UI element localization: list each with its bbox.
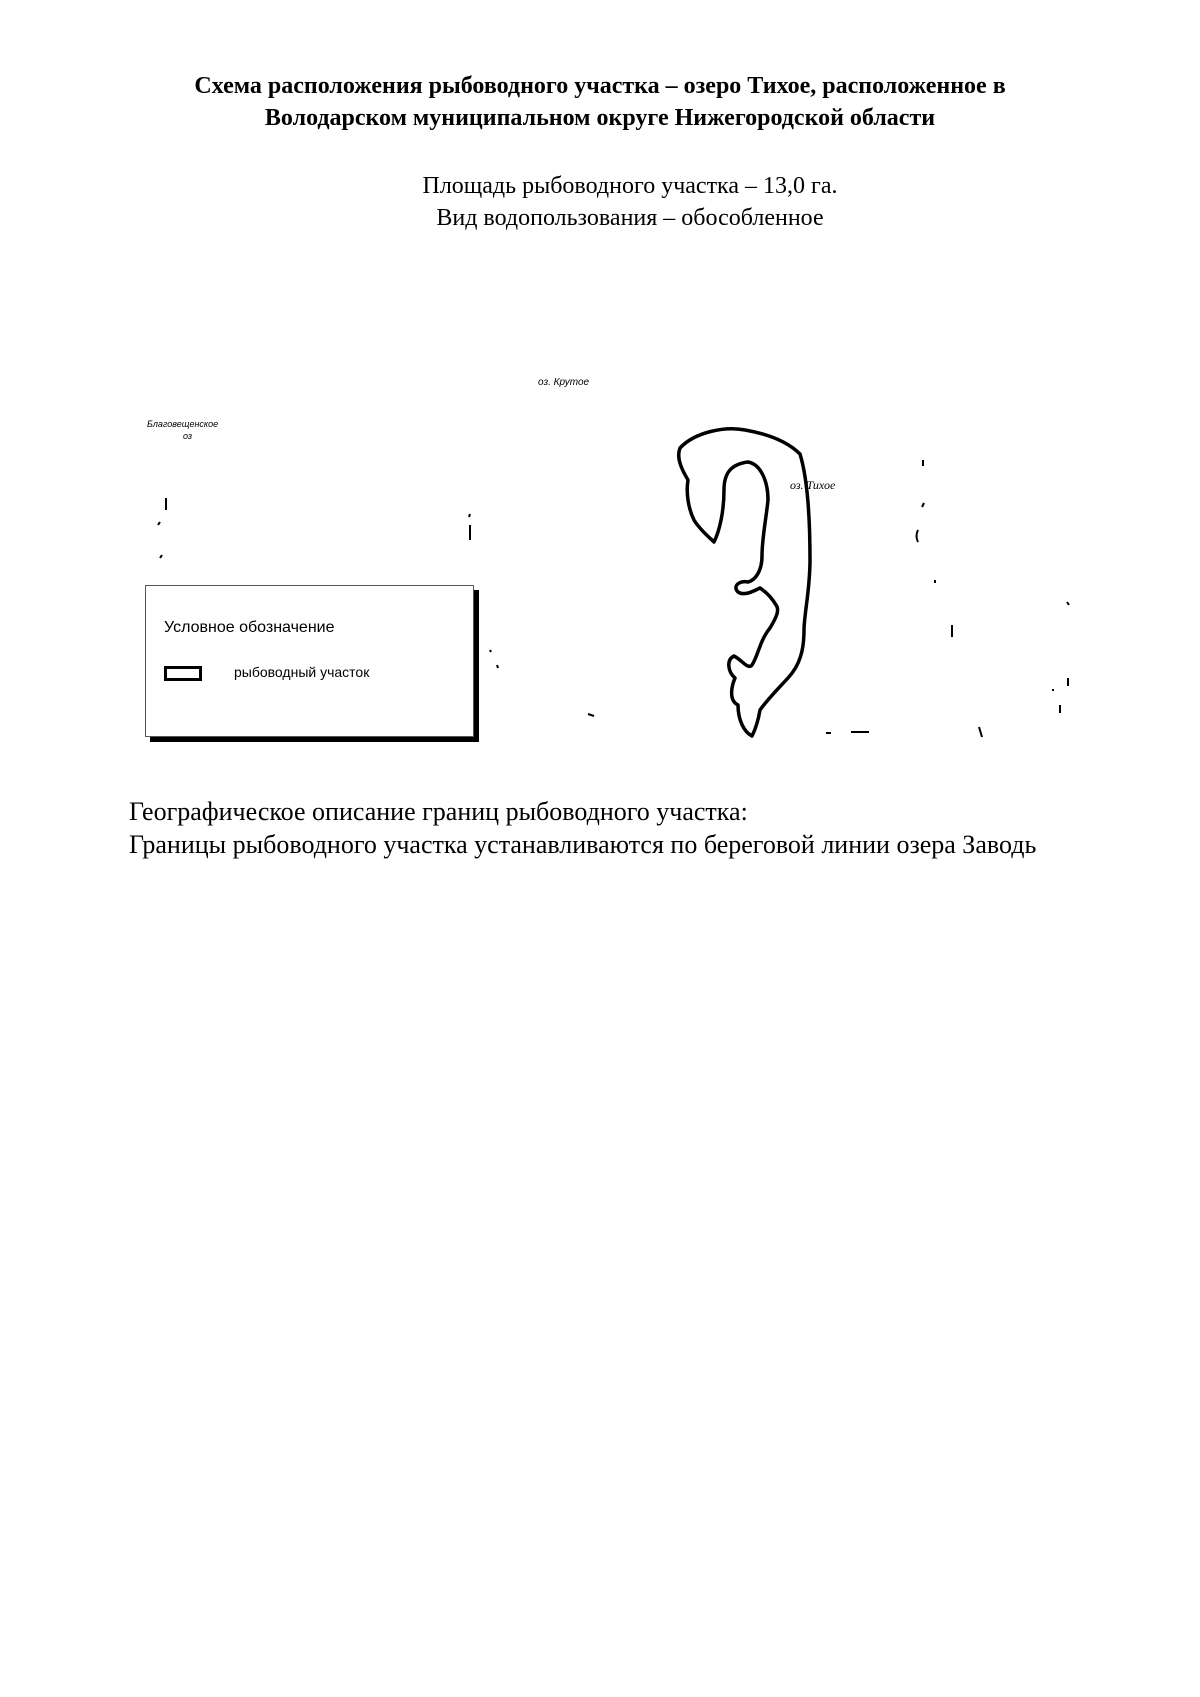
plot-info — [120, 170, 1140, 234]
scheme-map — [120, 360, 1080, 760]
document-title — [120, 70, 1080, 134]
legend-plot-swatch — [164, 666, 202, 681]
description-text: Границы рыбоводного участка устанавливаются по береговой линии озера Заводь — [129, 830, 1037, 859]
label-blagoveshchenskoe: Благовещенское — [147, 419, 219, 429]
label-lake-krutoe: оз. Крутое — [538, 377, 590, 388]
title-line-2: Володарском муниципальном округе Нижегородской области — [264, 105, 936, 131]
legend-title: Условное обозначение — [164, 619, 335, 636]
lake-tikhoe-outline — [679, 429, 810, 736]
title-line-1: Схема расположения рыбоводного участка – озеро Тихое, расположенное в — [194, 73, 1006, 99]
area-text: Площадь рыбоводного участка – 13,0 га. — [422, 173, 838, 199]
legend-plot-label: рыбоводный участок — [234, 664, 370, 680]
description-heading: Географическое описание границ рыбоводного участка: — [129, 797, 748, 826]
label-blagoveshchenskoe-oz: оз — [183, 431, 193, 441]
map-legend — [145, 585, 474, 737]
usage-text: Вид водопользования – обособленное — [436, 205, 824, 231]
label-lake-tikhoe: оз. Тихое — [790, 478, 836, 492]
boundary-description — [129, 795, 1119, 861]
